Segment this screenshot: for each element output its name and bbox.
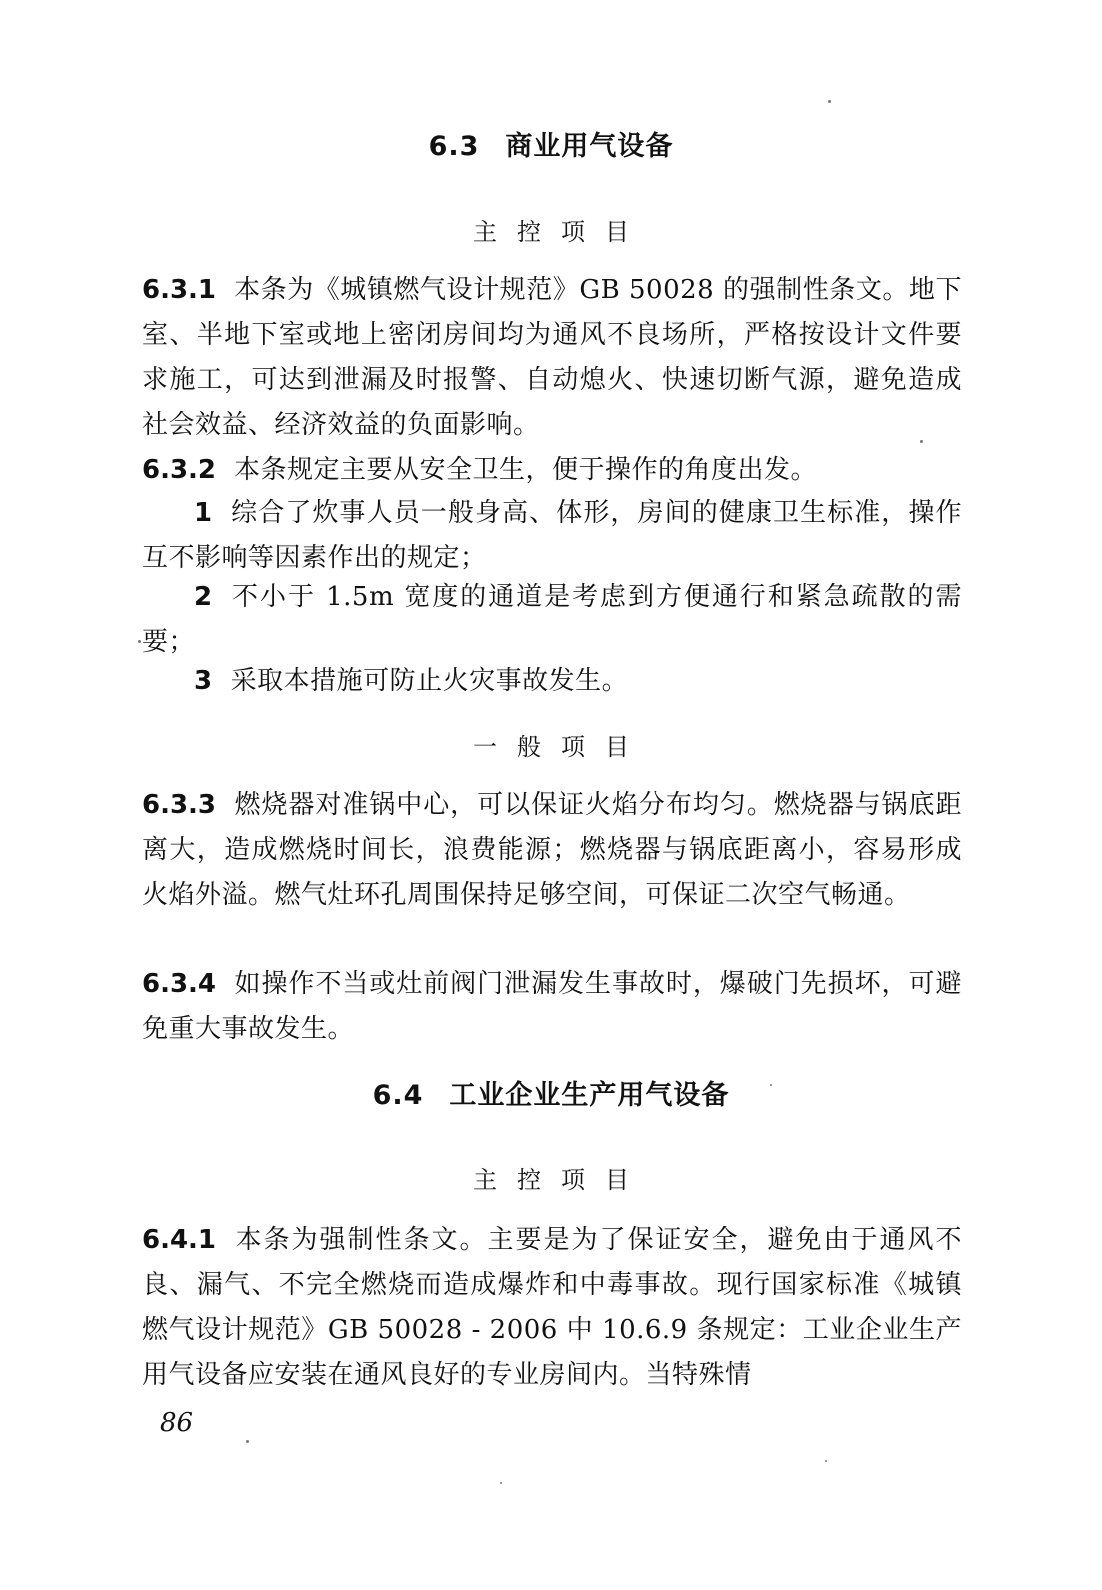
clause-number: 6.3.1 (142, 275, 217, 305)
scan-speck (246, 1440, 249, 1443)
clause-6-3-3 (142, 783, 962, 918)
scan-speck (828, 100, 831, 103)
clause-6-4-1 (142, 1218, 962, 1398)
scan-speck (920, 440, 923, 443)
item-number: 1 (194, 498, 213, 528)
clause-text: 如操作不当或灶前阀门泄漏发生事故时，爆破门先损坏，可避免重大事故发生。 (142, 969, 962, 1044)
main-items-heading-6-4: 主控项目 (473, 1166, 649, 1194)
clause-6-3-2-item-2 (142, 575, 962, 665)
clause-number: 6.3.2 (142, 455, 217, 485)
page-number: 86 (160, 1408, 194, 1438)
clause-text: 本条为《城镇燃气设计规范》GB 50028 的强制性条文。地下室、半地下室或地上密闭房间均为通风不良场所，严格按设计文件要求施工，可达到泄漏及时报警、自动熄火、快速切断气源，避免造成社会效益、经济效益的负面影响。 (142, 275, 962, 440)
scan-speck (825, 1460, 827, 1462)
clause-6-3-2-item-1 (142, 491, 962, 581)
item-text: 不小于 1.5m 宽度的通道是考虑到方便通行和紧急疏散的需要； (142, 582, 962, 657)
clause-6-3-2 (142, 448, 962, 493)
item-number: 3 (194, 666, 213, 696)
section-title: 商业用气设备 (505, 131, 674, 162)
item-text: 采取本措施可防止火灾事故发生。 (230, 666, 629, 696)
clause-number: 6.3.3 (142, 790, 217, 820)
section-6-3-heading (0, 124, 1102, 163)
clause-text: 本条为强制性条文。主要是为了保证安全，避免由于通风不良、漏气、不完全燃烧而造成爆炸和中毒事故。现行国家标准《城镇燃气设计规范》GB 50028 - 2006 中 10.6.9 条规定：工业企业生产用气设备应安装在通风良好的专业房间内。当特殊情 (142, 1225, 962, 1390)
clause-6-3-2-item-3 (142, 659, 962, 704)
clause-number: 6.3.4 (142, 969, 217, 999)
scan-speck (770, 1084, 772, 1086)
clause-number: 6.4.1 (142, 1225, 217, 1255)
section-number: 6.3 (428, 131, 480, 162)
scan-speck (500, 1482, 502, 1484)
general-items-heading: 一般项目 (473, 733, 649, 761)
section-number: 6.4 (372, 1080, 424, 1111)
clause-text: 本条规定主要从安全卫生，便于操作的角度出发。 (234, 455, 818, 485)
clause-6-3-1 (142, 268, 962, 448)
clause-6-3-4 (142, 962, 962, 1052)
section-title: 工业企业生产用气设备 (449, 1080, 730, 1111)
clause-text: 燃烧器对准锅中心，可以保证火焰分布均匀。燃烧器与锅底距离大，造成燃烧时间长，浪费能源；燃烧器与锅底距离小，容易形成火焰外溢。燃气灶环孔周围保持足够空间，可保证二次空气畅通。 (142, 790, 962, 910)
section-6-4-heading (0, 1073, 1102, 1112)
scan-speck (138, 640, 141, 643)
item-number: 2 (194, 582, 213, 612)
item-text: 综合了炊事人员一般身高、体形，房间的健康卫生标准，操作互不影响等因素作出的规定； (142, 498, 962, 573)
main-items-heading: 主控项目 (473, 218, 649, 246)
